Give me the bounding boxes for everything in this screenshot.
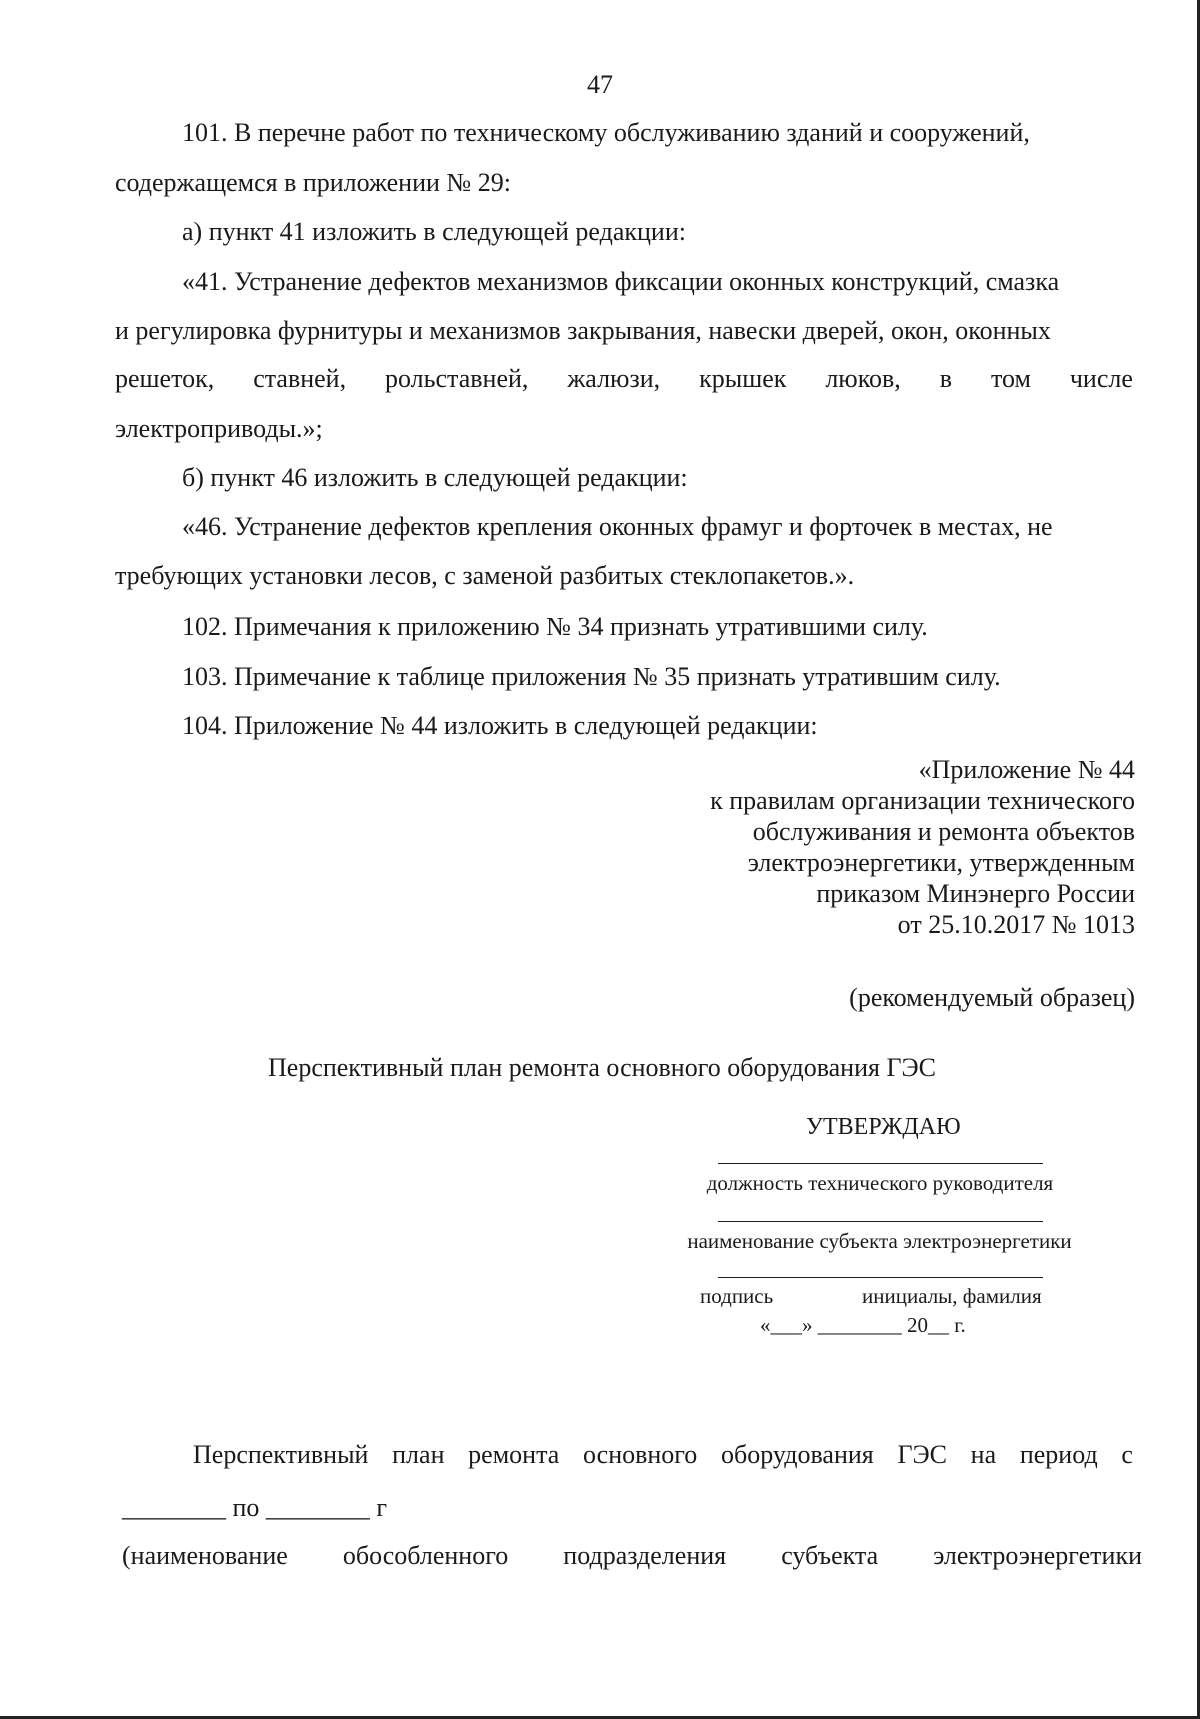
quote-41-line-4: электроприводы.»; (115, 414, 323, 443)
item-a: а) пункт 41 изложить в следующей редакции: (182, 217, 686, 246)
position-caption: должность технического руководителя (706, 1171, 1054, 1195)
appendix-header-line-1: «Приложение № 44 (918, 755, 1135, 784)
quote-46-line-1: «46. Устранение дефектов крепления оконных фрамуг и форточек в местах, не (182, 512, 1053, 541)
appendix-header-line-2: к правилам организации технического (710, 786, 1135, 815)
word: оборудования (721, 1440, 874, 1469)
quote-41-line-1: «41. Устранение дефектов механизмов фиксации оконных конструкций, смазка (182, 267, 1060, 296)
entity-underline (718, 1221, 1043, 1222)
word: рольставней, (385, 364, 529, 393)
word: ставней, (253, 364, 347, 393)
approve-label: УТВЕРЖДАЮ (806, 1114, 961, 1140)
page-number: 47 (587, 70, 613, 99)
appendix-header-line-6: от 25.10.2017 № 1013 (897, 910, 1135, 939)
period-line-2: ________ по ________ г (122, 1493, 388, 1522)
word: субъекта (781, 1541, 879, 1570)
quote-41-line-2: и регулировка фурнитуры и механизмов закрывания, навески дверей, окон, оконных (115, 316, 1051, 345)
quote-46-line-2: требующих установки лесов, с заменой разбитых стеклопакетов.». (115, 561, 855, 590)
word: с (1121, 1440, 1133, 1469)
last-line (122, 1541, 1142, 1571)
word: в (939, 364, 953, 393)
signature-caption: подпись (700, 1284, 774, 1308)
paragraph-101-line-1: 101. В перечне работ по техническому обслуживанию зданий и сооружений, (182, 118, 1030, 147)
appendix-header-line-5: приказом Минэнерго России (816, 879, 1135, 908)
word: числе (1069, 364, 1133, 393)
word: подразделения (563, 1541, 727, 1570)
word: электроэнергетики (933, 1541, 1142, 1570)
word: ремонта (468, 1440, 560, 1469)
appendix-header-line-4: электроэнергетики, утвержденным (747, 848, 1135, 877)
word: (наименование (122, 1541, 288, 1570)
paragraph-103: 103. Примечание к таблице приложения № 35 признать утратившим силу. (182, 662, 1001, 691)
word: обособленного (342, 1541, 509, 1570)
signature-underline (718, 1277, 1043, 1278)
word: люков, (825, 364, 901, 393)
paragraph-104: 104. Приложение № 44 изложить в следующей редакции: (182, 711, 818, 740)
position-underline (718, 1163, 1043, 1164)
period-line-1 (193, 1440, 1133, 1470)
word: основного (583, 1440, 698, 1469)
word: крышек (699, 364, 787, 393)
item-b: б) пункт 46 изложить в следующей редакции: (182, 463, 688, 492)
word: ГЭС (897, 1440, 947, 1469)
form-title: Перспективный план ремонта основного оборудования ГЭС (268, 1053, 937, 1082)
initials-caption: инициалы, фамилия (862, 1284, 1042, 1308)
word: жалюзи, (567, 364, 661, 393)
word: период (1019, 1440, 1098, 1469)
recommended-sample-label: (рекомендуемый образец) (849, 983, 1135, 1012)
appendix-header-line-3: обслуживания и ремонта объектов (752, 817, 1135, 846)
paragraph-102: 102. Примечания к приложению № 34 признать утратившими силу. (182, 612, 928, 641)
word: на (970, 1440, 997, 1469)
paragraph-101-line-2: содержащемся в приложении № 29: (115, 168, 511, 197)
appendix-header (535, 754, 1135, 940)
approval-date-line: «___» ________ 20__ г. (760, 1313, 966, 1337)
word: том (990, 364, 1031, 393)
entity-caption: наименование субъекта электроэнергетики (687, 1229, 1072, 1253)
quote-41-line-3 (115, 364, 1133, 394)
word: Перспективный (193, 1440, 369, 1469)
word: решеток, (115, 364, 215, 393)
word: план (392, 1440, 445, 1469)
